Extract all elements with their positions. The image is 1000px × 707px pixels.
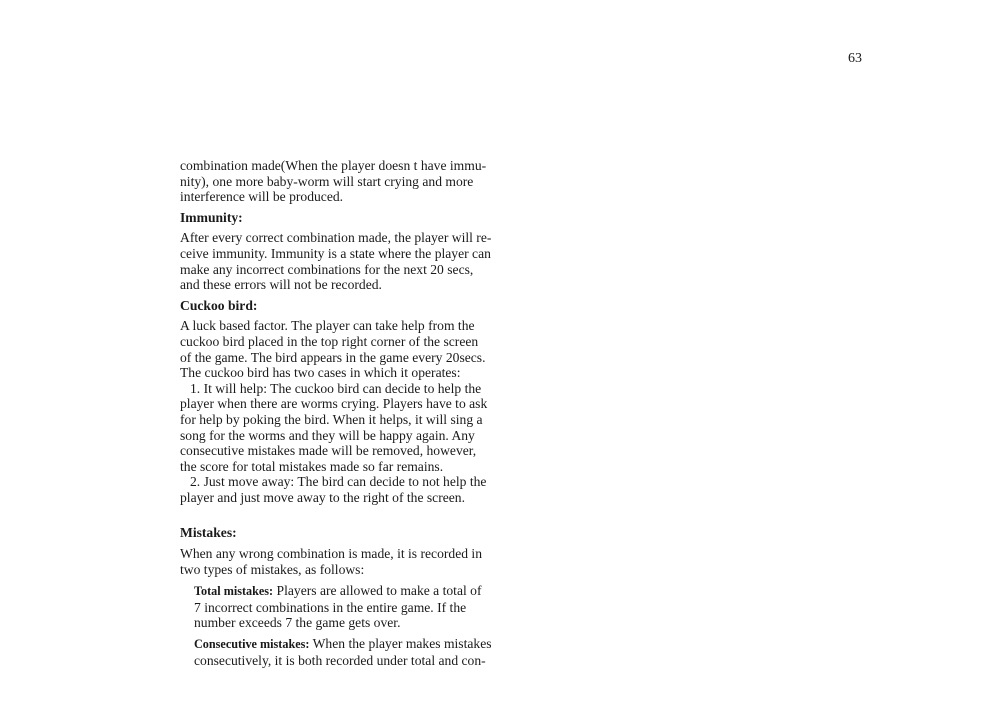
cuckoo-heading: Cuckoo bird: xyxy=(180,297,258,313)
cuckoo-line: A luck based factor. The player can take help from the xyxy=(180,318,475,334)
mistakes-line: When any wrong combination is made, it is recorded in xyxy=(180,546,483,562)
cuckoo-case-1: 1. It will help: The cuckoo bird can decide to help the xyxy=(190,380,482,396)
cuckoo-case-2-line: player and just move away to the right of the screen. xyxy=(180,489,465,505)
total-mistakes-line: number exceeds 7 the game gets over. xyxy=(194,615,401,631)
immunity-line: After every correct combination made, the player will re- xyxy=(180,230,492,246)
consecutive-mistakes-term: Consecutive mistakes: xyxy=(194,637,310,652)
cuckoo-case-1-line: player when there are worms crying. Players have to ask xyxy=(180,396,488,412)
cuckoo-case-1-line: the score for total mistakes made so far remains. xyxy=(180,458,444,474)
immunity-line: make any incorrect combinations for the next 20 secs, xyxy=(180,261,474,277)
cuckoo-case-1-line: song for the worms and they will be happy again. Any xyxy=(180,427,475,443)
intro-line: interference will be produced. xyxy=(180,189,344,205)
intro-line: nity), one more baby-worm will start crying and more xyxy=(180,173,474,189)
total-mistakes-term: Total mistakes: xyxy=(194,584,274,599)
cuckoo-case-2: 2. Just move away: The bird can decide to not help the xyxy=(190,474,487,490)
immunity-line: and these errors will not be recorded. xyxy=(180,277,382,293)
consecutive-mistakes-text: When the player makes mistakes xyxy=(309,636,492,652)
text-column xyxy=(180,158,496,668)
mistakes-heading: Mistakes: xyxy=(180,525,237,541)
cuckoo-case-1-line: for help by poking the bird. When it helps, it will sing a xyxy=(180,411,483,427)
consecutive-mistakes-line: consecutively, it is both recorded under total and con- xyxy=(194,652,486,668)
total-mistakes-text: Players are allowed to make a total of xyxy=(273,583,482,599)
mistakes-line: two types of mistakes, as follows: xyxy=(180,561,365,577)
cuckoo-line: The cuckoo bird has two cases in which it operates: xyxy=(180,365,461,381)
intro-line: combination made(When the player doesn t have immu- xyxy=(180,158,487,173)
consecutive-mistakes-definition xyxy=(180,636,496,668)
cuckoo-line: cuckoo bird placed in the top right corner of the screen xyxy=(180,333,479,349)
immunity-heading: Immunity: xyxy=(180,209,243,225)
total-mistakes-definition xyxy=(180,583,496,631)
page-number: 63 xyxy=(848,51,862,66)
cuckoo-case-1-line: consecutive mistakes made will be removed, however, xyxy=(180,443,477,459)
immunity-line: ceive immunity. Immunity is a state where the player can xyxy=(180,245,491,261)
intro-paragraph xyxy=(180,158,496,205)
immunity-paragraph xyxy=(180,230,496,292)
cuckoo-line: of the game. The bird appears in the game every 20secs. xyxy=(180,349,486,365)
cuckoo-paragraph xyxy=(180,318,496,505)
mistakes-paragraph xyxy=(180,546,496,577)
total-mistakes-line: 7 incorrect combinations in the entire game. If the xyxy=(194,599,467,615)
